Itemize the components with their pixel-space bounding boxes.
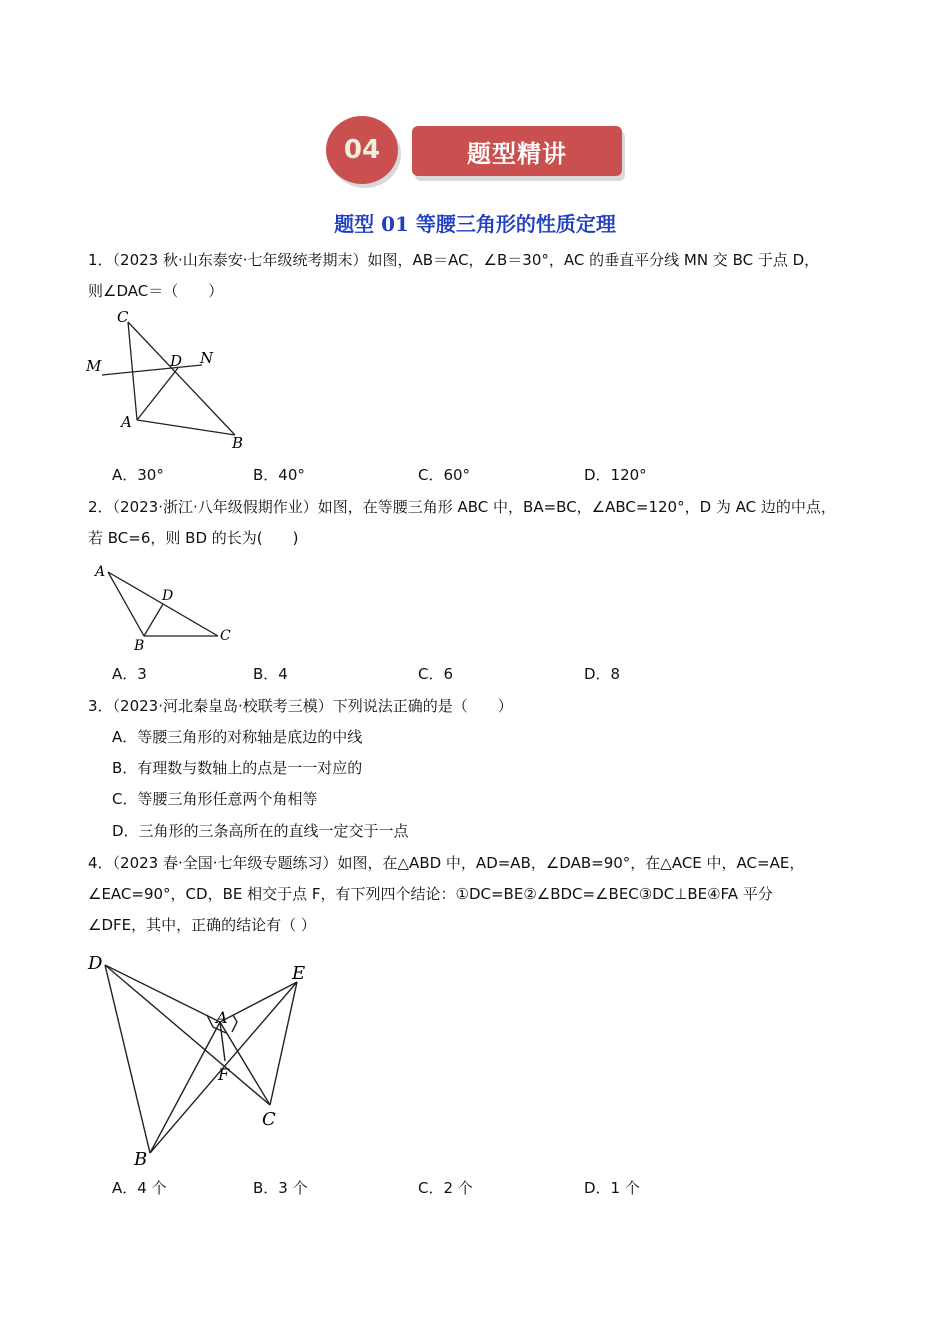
q2-label-d: D	[162, 588, 174, 604]
q3-option-b: B．有理数与数轴上的点是一一对应的	[112, 759, 363, 777]
q1-stem-line1: 1．（2023 秋·山东泰安·七年级统考期末）如图，AB＝AC，∠B＝30°，AC 的垂直平分线 MN 交 BC 于点 D，	[88, 251, 820, 269]
q4-segment-ea	[220, 982, 297, 1022]
q4-segment-db	[105, 965, 150, 1153]
q4-stem-line2: ∠EAC=90°，CD，BE 相交于点 F，有下列四个结论：①DC=BE②∠BDC=∠BEC③DC⊥BE④FA 平分	[88, 885, 773, 903]
q2-option-d: D．8	[584, 665, 621, 683]
q4-label-c: C	[262, 1109, 276, 1130]
q2-label-b: B	[134, 638, 145, 654]
q1-line-mn	[102, 365, 202, 375]
q1-figure	[80, 300, 260, 460]
q4-label-f: F	[218, 1065, 230, 1084]
q1-segment-ad	[137, 368, 178, 420]
q2-segment-bd	[144, 604, 163, 636]
q2-stem-line1: 2．（2023·浙江·八年级假期作业）如图，在等腰三角形 ABC 中，BA=BC，∠ABC=120°，D 为 AC 边的中点，	[88, 498, 836, 516]
q2-option-a: A．3	[112, 665, 147, 683]
q4-option-a: A．4 个	[112, 1179, 167, 1197]
q4-label-d: D	[88, 953, 103, 974]
q2-option-c: C．6	[418, 665, 454, 683]
q4-option-d: D．1 个	[584, 1179, 640, 1197]
q4-option-c: C．2 个	[418, 1179, 473, 1197]
q3-option-d: D．三角形的三条高所在的直线一定交于一点	[112, 822, 409, 840]
q4-option-b: B．3 个	[253, 1179, 308, 1197]
q1-label-d: D	[170, 352, 183, 370]
q2-option-b: B．4	[253, 665, 288, 683]
q3-option-a: A．等腰三角形的对称轴是底边的中线	[112, 728, 363, 746]
q1-option-a: A．30°	[112, 466, 164, 484]
q4-figure	[80, 945, 330, 1175]
q4-stem-line1: 4．（2023 春·全国·七年级专题练习）如图，在△ABD 中，AD=AB，∠DAB=90°，在△ACE 中，AC=AE，	[88, 854, 805, 872]
q4-segment-ec	[270, 982, 297, 1105]
q1-label-n: N	[200, 349, 214, 367]
q2-stem-line2: 若 BC=6，则 BD 的长为( )	[88, 529, 299, 547]
q4-label-a: A	[216, 1008, 228, 1027]
q1-segment-ab	[137, 420, 235, 435]
q4-label-b: B	[134, 1149, 148, 1170]
q1-label-b: B	[232, 434, 244, 452]
section-number: 04	[343, 135, 381, 165]
q2-label-a: A	[95, 564, 106, 580]
q2-label-c: C	[220, 628, 231, 644]
q4-label-e: E	[292, 963, 306, 984]
q1-stem-line2: 则∠DAC＝（ ）	[88, 282, 224, 300]
q4-right-angle-eac	[232, 1015, 237, 1032]
q1-label-a: A	[121, 413, 132, 431]
q2-segment-ab	[108, 572, 144, 636]
q4-segment-ab	[150, 1022, 220, 1153]
q3-stem: 3．（2023·河北秦皇岛·校联考三模）下列说法正确的是（ ）	[88, 697, 513, 715]
section-label-banner: 题型精讲	[412, 126, 622, 176]
q1-segment-cb	[128, 322, 235, 435]
q2-figure	[88, 558, 248, 658]
q1-option-c: C．60°	[418, 466, 471, 484]
section-title: 题型 01 等腰三角形的性质定理	[334, 212, 616, 236]
q1-label-c: C	[117, 308, 129, 326]
q1-option-d: D．120°	[584, 466, 647, 484]
q1-label-m: M	[86, 357, 102, 375]
q3-option-c: C．等腰三角形任意两个角相等	[112, 790, 318, 808]
q1-option-b: B．40°	[253, 466, 305, 484]
q4-stem-line3: ∠DFE，其中，正确的结论有（ ）	[88, 916, 316, 934]
